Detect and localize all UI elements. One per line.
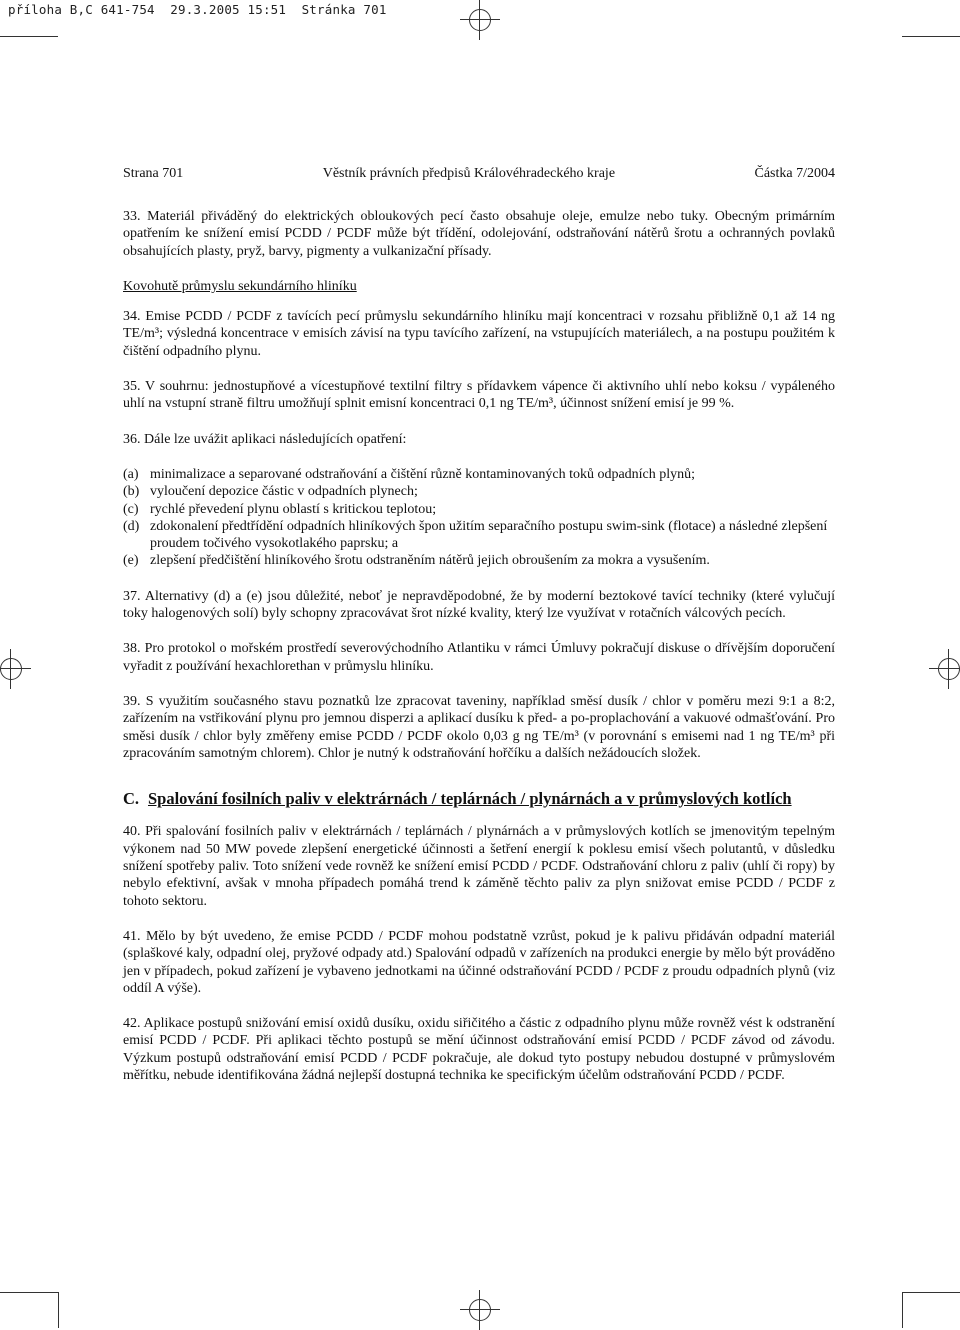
registration-mark-right xyxy=(929,649,960,689)
list-item xyxy=(123,501,835,518)
subheading: Kovohutě průmyslu sekundárního hliníku xyxy=(123,278,357,294)
list-item-label: (a) xyxy=(123,466,139,482)
list-item-text: vyloučení depozice částic v odpadních plynech; xyxy=(150,484,418,500)
paragraph-40: 40. Při spalování fosilních paliv v elektrárnách / teplárnách / plynárnách a v průmyslových kotlích se jmenovitým tepelným výkonem nad 50 MW povede zlepšení energetické účinnosti a šetření energií k poklesu emisí všech polutantů, v důsledku snížení spotřeby paliv. Toto snížení vede rovněž ke snížení emisí PCDD / PCDF. Odstraňování chloru z paliv (uhlí či ropy) by nebylo efektivní, avšak v mnoha případech pomáhá trend k záměně těchto paliv za plyn snižovat emise PCDD / PCDF z tohoto sektoru. xyxy=(123,824,835,909)
trim-mark xyxy=(902,1292,960,1293)
publication-title: Věstník právních předpisů Královéhradeckého kraje xyxy=(322,166,616,181)
section-heading xyxy=(123,790,835,807)
list-item xyxy=(123,518,835,553)
list-item-text: zdokonalení předtřídění odpadních hliníkových špon užitím separačního postupu swim-sink (flotace) a následné zlepšení proudem točivého vysokotlakého paprsku; a xyxy=(150,518,828,552)
list-item-text: zlepšení předčištění hliníkového šrotu odstraněním nátěrů jejich obroušením za mokra a vysušením. xyxy=(150,553,710,569)
trim-mark xyxy=(0,1292,58,1293)
issue-number: Částka 7/2004 xyxy=(754,166,835,181)
paragraph-37: 37. Alternativy (d) a (e) jsou důležité, neboť je nepravděpodobné, že by moderní beztokové tavící techniky (které vylučují toky halogenových solí) byly schopny zpracovávat šrot nízké kvality, který lze využívat v rotačních válcových pecích. xyxy=(123,588,835,622)
trim-mark xyxy=(902,1292,903,1328)
paragraph-35: 35. V souhrnu: jednostupňové a vícestupňové textilní filtry s přídavkem vápence či aktivního uhlí nebo koksu / vypáleného uhlí na vstupní straně filtru umožňují splnit emisní koncentraci 0,1 ng TE/m³, účinnost snížení emisí je 99 %. xyxy=(123,379,835,412)
page-number: Strana 701 xyxy=(123,166,184,181)
paragraph-41: 41. Mělo by být uvedeno, že emise PCDD / PCDF mohou podstatně vzrůst, pokud je k palivu přidáván odpadní materiál (splaškové kaly, odpadní olej, pryžové odpady atd.) Spalování odpadů v zařízeních na produkci energie by mělo být prováděno jen v případech, pokud zařízení je vybaveno jednotkami na účinné odstraňování PCDD / PCDF z proudu odpadních plynů (viz oddíl A výše). xyxy=(123,928,835,996)
list-item xyxy=(123,466,835,483)
list-item-label: (b) xyxy=(123,484,140,500)
paragraph-34: 34. Emise PCDD / PCDF z tavících pecí průmyslu sekundárního hliníku mají koncentraci v rozsahu přibližně 0,1 až 14 ng TE/m³; výsledná koncentrace v emisích závisí na typu tavícího zařízení, na vstupujících materiálech, a na postupu použitém k čištění odpadního plynu. xyxy=(123,309,835,359)
section-title: Spalování fosilních paliv v elektrárnách / teplárnách / plynárnách a v průmyslových kotlích xyxy=(148,789,792,809)
registration-mark-bottom xyxy=(460,1290,500,1330)
page-body xyxy=(123,208,835,1102)
list-item-label: (c) xyxy=(123,501,139,517)
trim-mark xyxy=(58,1292,59,1328)
measures-list xyxy=(123,466,835,570)
paragraph-42: 42. Aplikace postupů snižování emisí oxidů dusíku, oxidu siřičitého a částic z odpadního plynu může rovněž vést k odstranění emisí PCDD / PCDF. Při aplikaci těchto postupů se mění účinnost odstraňování emisí PCDD / PCDF závod od závodu. Výzkum postupů odstraňování emisí PCDD / PCDF pokračuje, ale dokud tyto postupy nebudou dostupné v průmyslovém měřítku, nebude identifikována žádná nejlepší dostupná technika ke specifickým účelům odstraňování PCDD / PCDF. xyxy=(123,1016,835,1083)
section-letter: C. xyxy=(123,789,140,809)
paragraph-33: 33. Materiál přiváděný do elektrických obloukových pecí často obsahuje oleje, emulze nebo tuky. Obecným primárním opatřením ke snížení emisí PCDD / PCDF může být třídění, odolejování, odstraňování nátěrů šrotu a ochranných povlaků obsahujících plasty, pryž, barvy, pigmenty a vulkanizační přísady. xyxy=(123,209,835,259)
running-header xyxy=(123,166,835,182)
paragraph-38: 38. Pro protokol o mořském prostředí severovýchodního Atlantiku v rámci Úmluvy pokračují diskuse o dřívějším doporučení vyřadit z používání hexachlorethan v průmyslu hliníku. xyxy=(123,641,835,674)
list-item xyxy=(123,483,835,500)
list-item-text: minimalizace a separované odstraňování a čištění různě kontaminovaných toků odpadních plynů; xyxy=(150,466,696,482)
list-item-label: (e) xyxy=(123,553,139,569)
list-item-text: rychlé převedení plynu oblastí s kritickou teplotou; xyxy=(150,501,437,517)
trim-mark xyxy=(902,36,960,37)
registration-mark-top xyxy=(460,0,500,40)
registration-mark-left xyxy=(0,649,31,689)
list-item-label: (d) xyxy=(123,518,140,534)
paragraph-39: 39. S využitím současného stavu poznatků lze zpracovat taveniny, například směsí dusík / chlor v poměru mezi 9:1 a 8:2, zařízením na vstřikování plynu pro jemnou disperzi a aplikací dusíku k před- a po-proplachování a vakuové odmašťování. Pro směsi dusík / chlor byly změřeny emise PCDD / PCDF okolo 0,03 g ng TE/m³ (v porovnání s emisemi nad 1 ng TE/m³ při zpracováním samotným chlorem). Chlor je nutný k odstraňování hořčíku a dalších nežádoucích složek. xyxy=(123,693,835,761)
print-slug: příloha B,C 641-754 29.3.2005 15:51 Stránka 701 xyxy=(8,2,387,17)
trim-mark xyxy=(0,36,58,37)
paragraph-36: 36. Dále lze uvážit aplikaci následujících opatření: xyxy=(123,431,407,447)
list-item xyxy=(123,552,835,569)
